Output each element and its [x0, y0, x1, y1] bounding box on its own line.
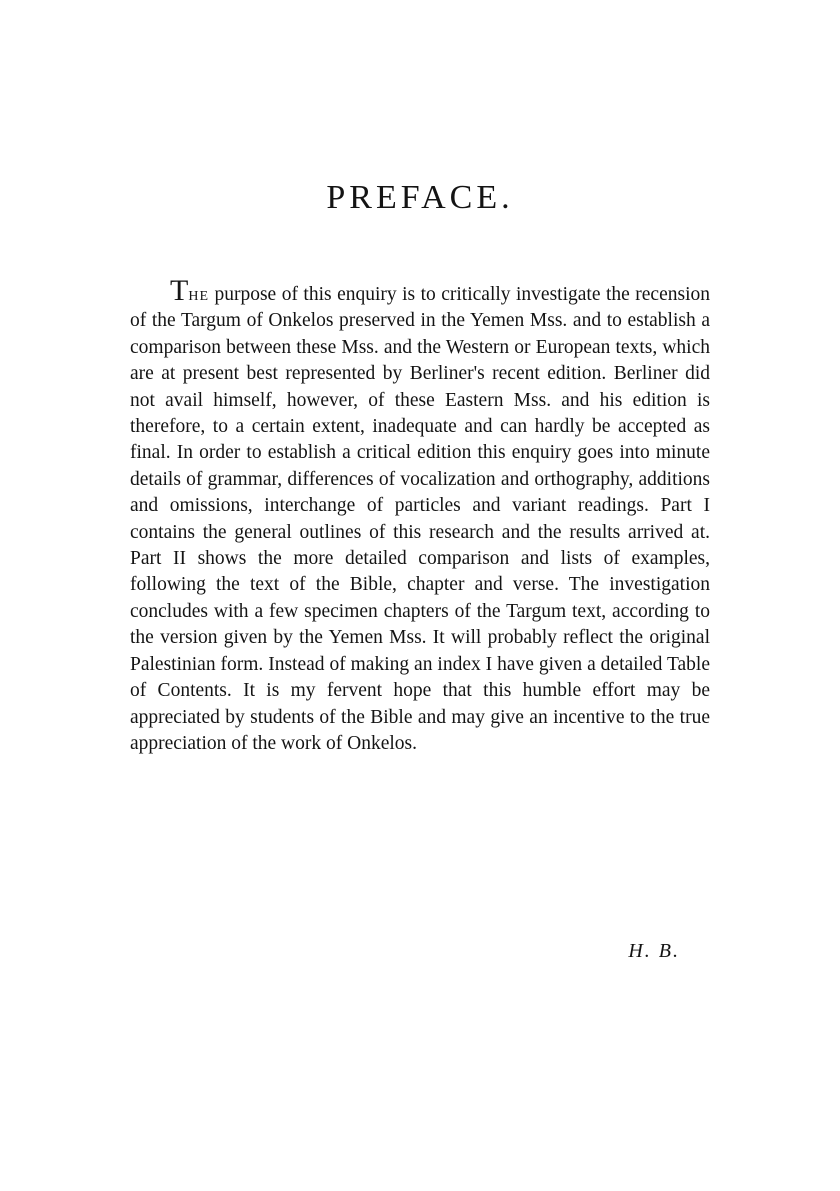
- preface-paragraph: [130, 274, 710, 757]
- signature: H. B.: [628, 940, 680, 962]
- preface-body-text: purpose of this enquiry is to critically investigate the recension of the Targum of Onkelos preserved in the Yemen Mss. and to establish a comparison between these Mss. and the Western or European texts, which are at present best represented by Berliner's recent edition. Berliner did not avail himself, however, of these Eastern Mss. and his edition is therefore, to a certain extent, inadequate and can hardly be accepted as final. In order to establish a critical edition this enquiry goes into minute details of grammar, differences of vocalization and orthography, additions and omissions, interchange of particles and variant readings. Part I contains the general outlines of this research and the results arrived at. Part II shows the more detailed comparison and lists of examples, following the text of the Bible, chapter and verse. The investigation concludes with a few specimen chapters of the Targum text, according to the version given by the Yemen Mss. It will probably reflect the original Palestinian form. Instead of making an index I have given a detailed Table of Contents. It is my fervent hope that this humble effort may be appreciated by students of the Bible and may give an incentive to the true appreciation of the work of Onkelos.: [130, 284, 710, 754]
- drop-cap: T: [170, 274, 189, 307]
- page-title: PREFACE.: [326, 179, 514, 216]
- lead-word: he: [188, 284, 209, 305]
